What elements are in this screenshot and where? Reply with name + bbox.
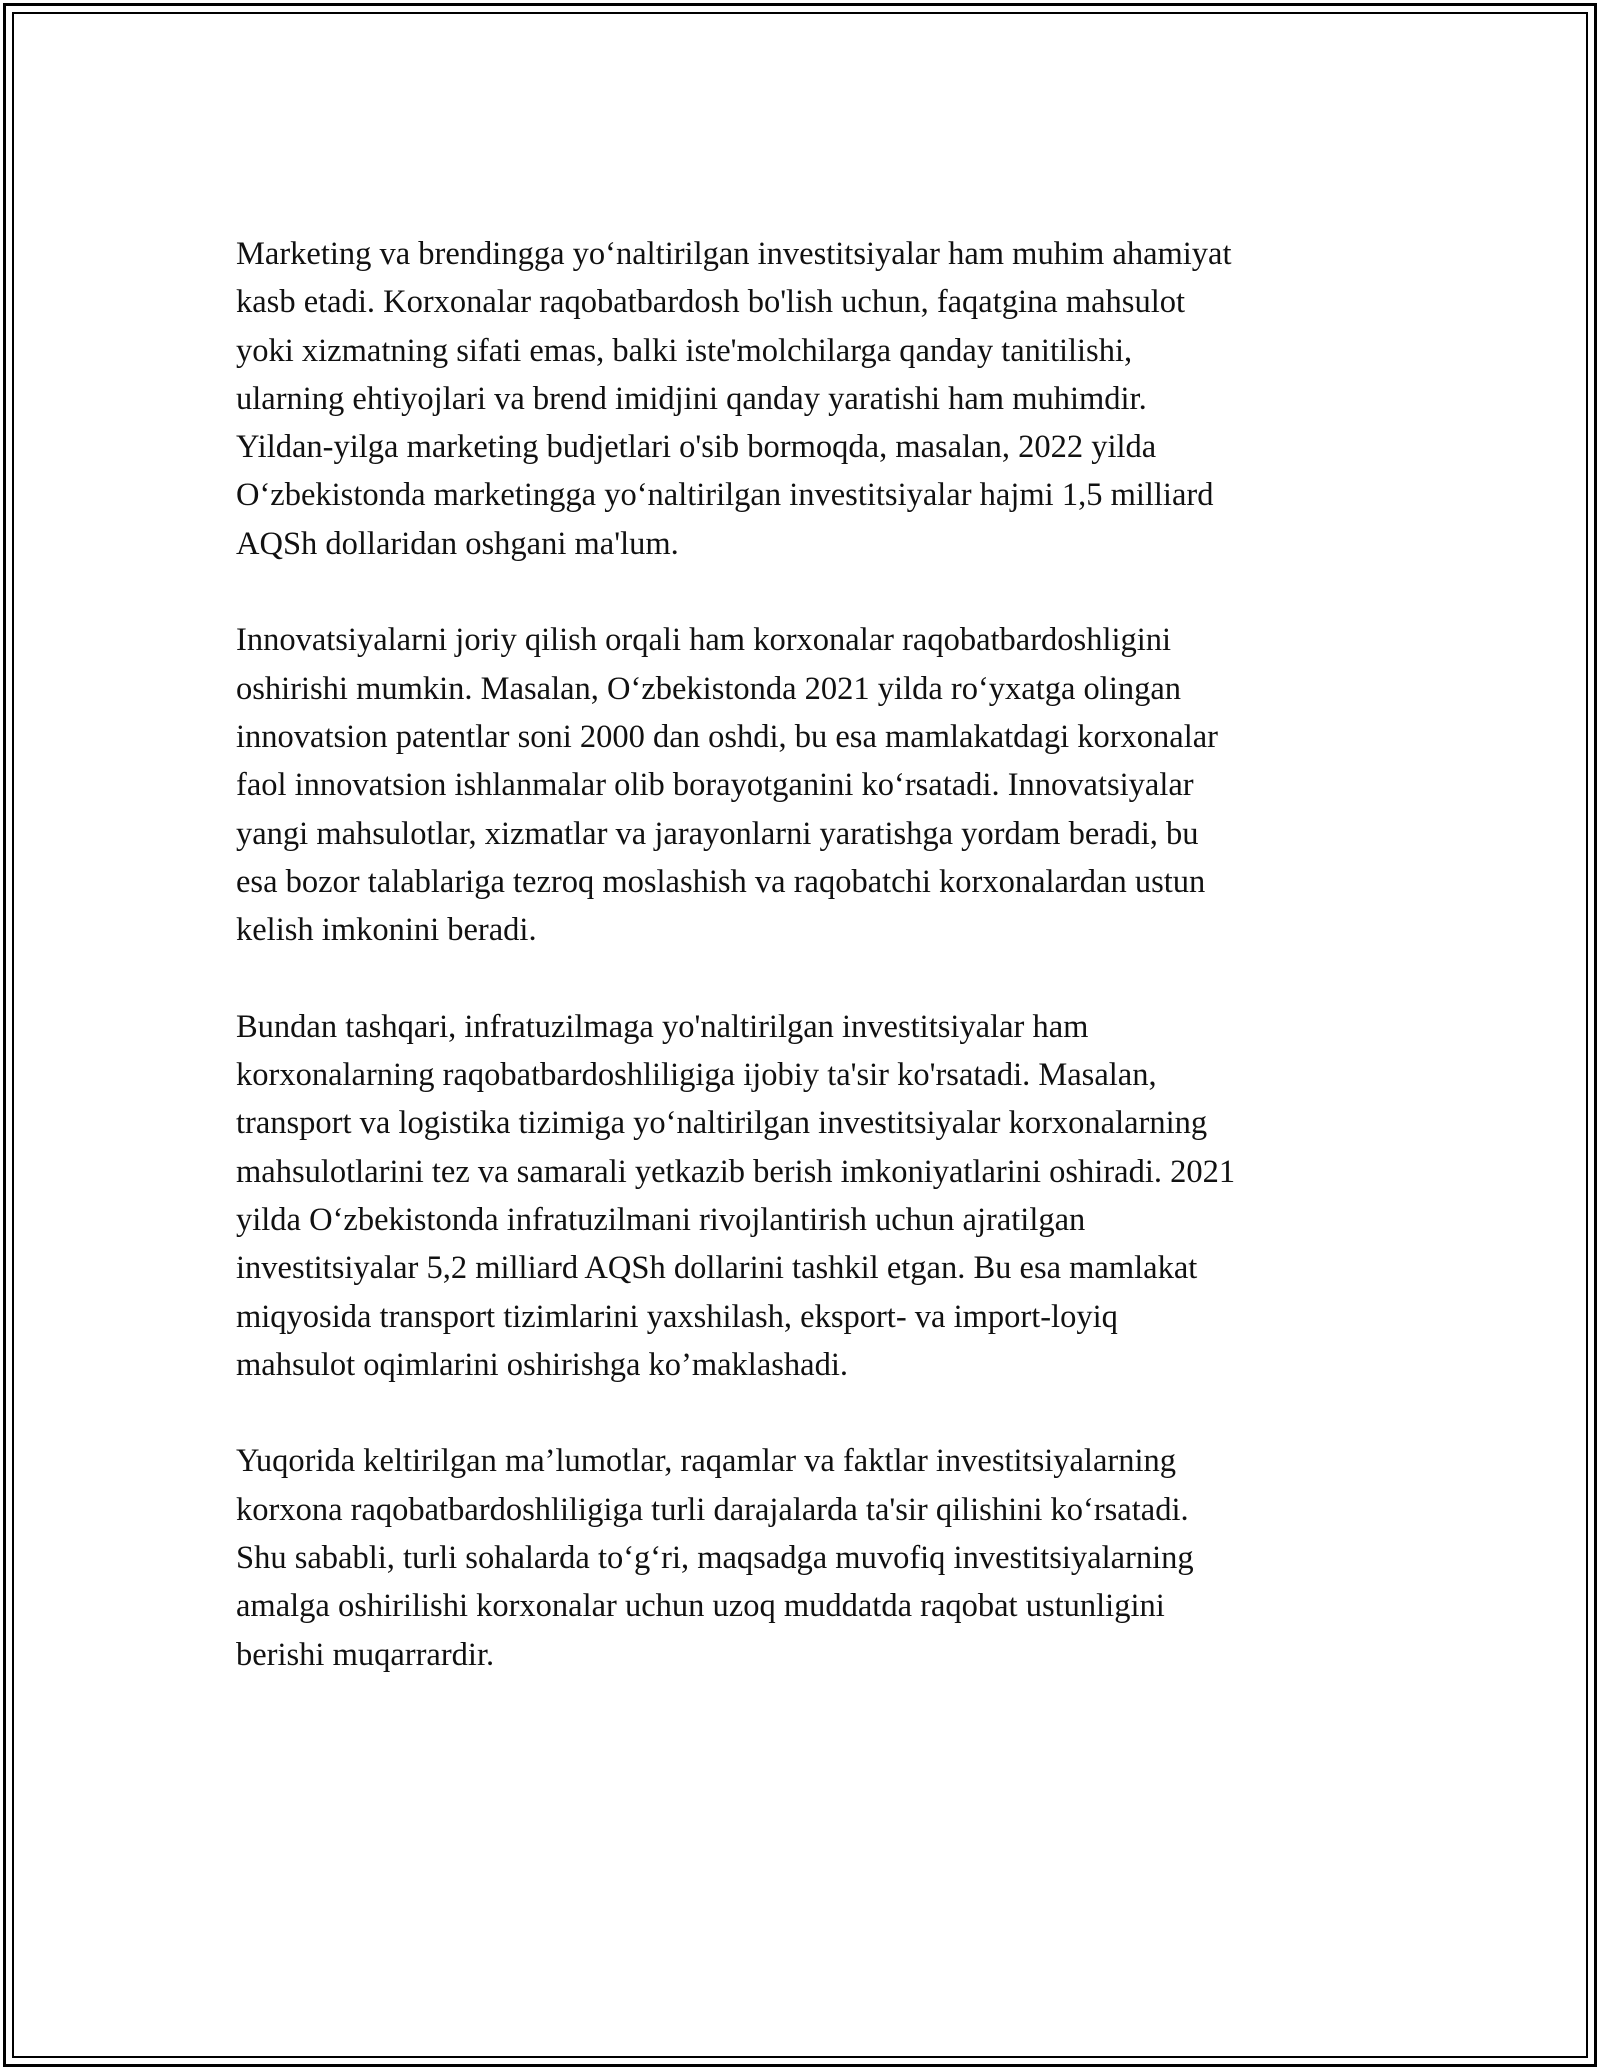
document-body — [236, 230, 1386, 1727]
paragraph-innovation: Innovatsiyalarni joriy qilish orqali ham korxonalar raqobatbardoshligini oshirishi mumkin. Masalan, O‘zbekistonda 2021 yilda ro‘yxatga olingan innovatsion patentlar soni 2000 dan oshdi, bu esa mamlakatdagi korxonalar faol innovatsion ishlanmalar olib borayotganini ko‘rsatadi. Innovatsiyalar yangi mahsulotlar, xizmatlar va jarayonlarni yaratishga yordam beradi, bu esa bozor talablariga tezroq moslashish va raqobatchi korxonalardan ustun kelish imkonini beradi. — [236, 622, 1218, 949]
paragraph-marketing: Marketing va brendingga yo‘naltirilgan investitsiyalar ham muhim ahamiyat kasb etadi. Korxonalar raqobatbardosh bo'lish uchun, faqatgina mahsulot yoki xizmatning sifati emas, balki iste'molchilarga qanday tanitilishi, ularning ehtiyojlari va brend imidjini qanday yaratishi ham muhimdir. Yildan-yilga marketing budjetlari o'sib bormoqda, masalan, 2022 yilda O‘zbekistonda marketingga yo‘naltirilgan investitsiyalar hajmi 1,5 milliard AQSh dollaridan oshgani ma'lum. — [236, 236, 1232, 562]
paragraph-conclusion: Yuqorida keltirilgan ma’lumotlar, raqamlar va faktlar investitsiyalarning korxona raqobatbardoshliligiga turli darajalarda ta'sir qilishini ko‘rsatadi. Shu sababli, turli sohalarda to‘g‘ri, maqsadga muvofiq investitsiyalarning amalga oshirilishi korxonalar uchun uzoq muddatda raqobat ustunligini berishi muqarrardir. — [236, 1443, 1194, 1673]
paragraph-infrastructure: Bundan tashqari, infratuzilmaga yo'naltirilgan investitsiyalar ham korxonalarning raqobatbardoshliligiga ijobiy ta'sir ko'rsatadi. Masalan, transport va logistika tizimiga yo‘naltirilgan investitsiyalar korxonalarning mahsulotlarini tez va samarali yetkazib berish imkoniyatlarini oshiradi. 2021 yilda O‘zbekistonda infratuzilmani rivojlantirish uchun ajratilgan investitsiyalar 5,2 milliard AQSh dollarini tashkil etgan. Bu esa mamlakat miqyosida transport tizimlarini yaxshilash, eksport- va import-loyiq mahsulot oqimlarini oshirishga ko’maklashadi. — [236, 1008, 1236, 1383]
